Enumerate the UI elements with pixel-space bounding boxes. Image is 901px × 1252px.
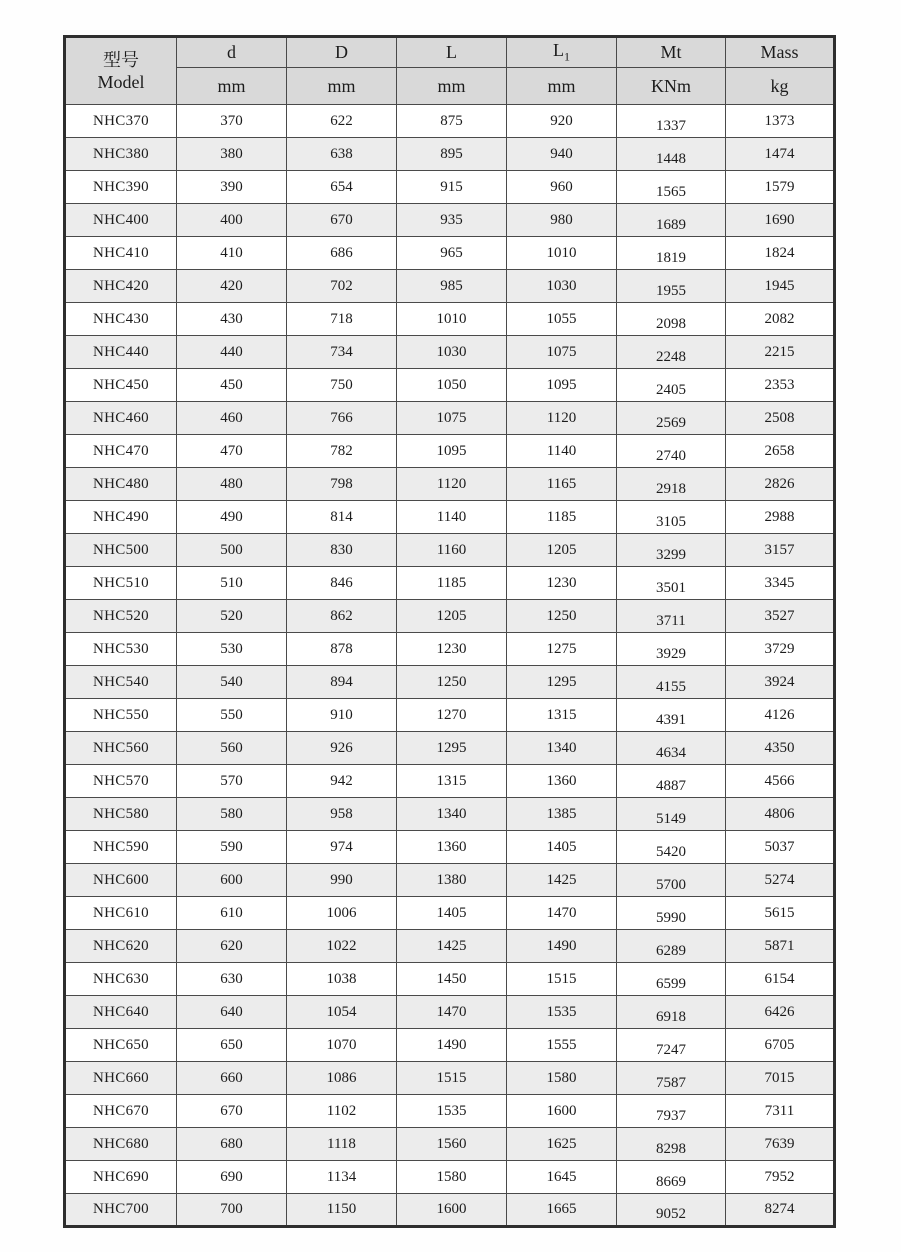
model-cell: NHC590 — [65, 831, 177, 864]
value-cell: 1120 — [397, 468, 507, 501]
value-cell: 3157 — [726, 534, 835, 567]
col-header-L1: $L_1$ — [507, 37, 617, 68]
model-cell: NHC640 — [65, 996, 177, 1029]
value-cell: 862 — [287, 600, 397, 633]
value-cell: 370 — [177, 105, 287, 138]
value-cell: 1075 — [397, 402, 507, 435]
table-row — [65, 897, 835, 930]
value-cell: 1373 — [726, 105, 835, 138]
nhc-spec-table — [63, 35, 836, 1228]
model-cell: NHC700 — [65, 1194, 177, 1227]
value-cell: 1022 — [287, 930, 397, 963]
value-cell: 990 — [287, 864, 397, 897]
model-cell: NHC580 — [65, 798, 177, 831]
value-cell: 1600 — [507, 1095, 617, 1128]
value-cell: 490 — [177, 501, 287, 534]
col-unit-d: mm — [177, 68, 287, 105]
value-cell: 1380 — [397, 864, 507, 897]
value-cell: 6289 — [617, 930, 726, 963]
value-cell: 5420 — [617, 831, 726, 864]
value-cell: 686 — [287, 237, 397, 270]
table-row — [65, 171, 835, 204]
value-cell: 1205 — [397, 600, 507, 633]
value-cell: 915 — [397, 171, 507, 204]
value-cell: 1405 — [397, 897, 507, 930]
value-cell: 550 — [177, 699, 287, 732]
table-row — [65, 1194, 835, 1227]
value-cell: 1118 — [287, 1128, 397, 1161]
value-cell: 1579 — [726, 171, 835, 204]
value-cell: 2353 — [726, 369, 835, 402]
value-cell: 798 — [287, 468, 397, 501]
value-cell: 3924 — [726, 666, 835, 699]
value-cell: 5990 — [617, 897, 726, 930]
value-cell: 7311 — [726, 1095, 835, 1128]
value-cell: 1275 — [507, 633, 617, 666]
value-cell: 1425 — [507, 864, 617, 897]
value-cell: 670 — [287, 204, 397, 237]
value-cell: 718 — [287, 303, 397, 336]
value-cell: 1205 — [507, 534, 617, 567]
value-cell: 700 — [177, 1194, 287, 1227]
table-row — [65, 831, 835, 864]
value-cell: 480 — [177, 468, 287, 501]
value-cell: 3105 — [617, 501, 726, 534]
value-cell: 640 — [177, 996, 287, 1029]
value-cell: 1515 — [507, 963, 617, 996]
model-cell: NHC680 — [65, 1128, 177, 1161]
value-cell: 1337 — [617, 105, 726, 138]
value-cell: 1535 — [397, 1095, 507, 1128]
value-cell: 1230 — [507, 567, 617, 600]
value-cell: 1095 — [397, 435, 507, 468]
col-header-L: L — [397, 37, 507, 68]
value-cell: 1690 — [726, 204, 835, 237]
value-cell: 1819 — [617, 237, 726, 270]
model-cell: NHC440 — [65, 336, 177, 369]
value-cell: 846 — [287, 567, 397, 600]
model-cell: NHC390 — [65, 171, 177, 204]
value-cell: 430 — [177, 303, 287, 336]
value-cell: 1075 — [507, 336, 617, 369]
value-cell: 660 — [177, 1062, 287, 1095]
model-cell: NHC570 — [65, 765, 177, 798]
value-cell: 6705 — [726, 1029, 835, 1062]
value-cell: 380 — [177, 138, 287, 171]
value-cell: 1955 — [617, 270, 726, 303]
value-cell: 1945 — [726, 270, 835, 303]
model-cell: NHC660 — [65, 1062, 177, 1095]
value-cell: 1490 — [397, 1029, 507, 1062]
value-cell: 610 — [177, 897, 287, 930]
value-cell: 2918 — [617, 468, 726, 501]
value-cell: 2405 — [617, 369, 726, 402]
table-body — [65, 105, 835, 1227]
value-cell: 1160 — [397, 534, 507, 567]
value-cell: 4634 — [617, 732, 726, 765]
value-cell: 1120 — [507, 402, 617, 435]
value-cell: 1185 — [507, 501, 617, 534]
value-cell: 2508 — [726, 402, 835, 435]
value-cell: 470 — [177, 435, 287, 468]
model-cell: NHC510 — [65, 567, 177, 600]
value-cell: 1515 — [397, 1062, 507, 1095]
value-cell: 1150 — [287, 1194, 397, 1227]
table-row — [65, 798, 835, 831]
value-cell: 7937 — [617, 1095, 726, 1128]
value-cell: 1070 — [287, 1029, 397, 1062]
table-row — [65, 270, 835, 303]
value-cell: 1565 — [617, 171, 726, 204]
value-cell: 6599 — [617, 963, 726, 996]
value-cell: 926 — [287, 732, 397, 765]
value-cell: 1625 — [507, 1128, 617, 1161]
value-cell: 2215 — [726, 336, 835, 369]
value-cell: 420 — [177, 270, 287, 303]
model-cell: NHC370 — [65, 105, 177, 138]
value-cell: 2988 — [726, 501, 835, 534]
value-cell: 4391 — [617, 699, 726, 732]
value-cell: 1030 — [397, 336, 507, 369]
model-cell: NHC540 — [65, 666, 177, 699]
value-cell: 935 — [397, 204, 507, 237]
col-unit-L1: mm — [507, 68, 617, 105]
value-cell: 1054 — [287, 996, 397, 1029]
value-cell: 5700 — [617, 864, 726, 897]
value-cell: 974 — [287, 831, 397, 864]
value-cell: 520 — [177, 600, 287, 633]
value-cell: 3929 — [617, 633, 726, 666]
value-cell: 750 — [287, 369, 397, 402]
value-cell: 3501 — [617, 567, 726, 600]
value-cell: 1385 — [507, 798, 617, 831]
value-cell: 980 — [507, 204, 617, 237]
value-cell: 1470 — [397, 996, 507, 1029]
value-cell: 3527 — [726, 600, 835, 633]
value-cell: 1270 — [397, 699, 507, 732]
model-cell: NHC560 — [65, 732, 177, 765]
value-cell: 1086 — [287, 1062, 397, 1095]
table-row — [65, 336, 835, 369]
table-row — [65, 1029, 835, 1062]
table-row — [65, 468, 835, 501]
value-cell: 1010 — [507, 237, 617, 270]
table-row — [65, 732, 835, 765]
value-cell: 2098 — [617, 303, 726, 336]
col-header-Mass: Mass — [726, 37, 835, 68]
table-row — [65, 699, 835, 732]
model-cell: NHC450 — [65, 369, 177, 402]
value-cell: 1360 — [507, 765, 617, 798]
value-cell: 5615 — [726, 897, 835, 930]
header-row-names — [65, 37, 835, 68]
value-cell: 940 — [507, 138, 617, 171]
value-cell: 942 — [287, 765, 397, 798]
model-cell: NHC490 — [65, 501, 177, 534]
value-cell: 4566 — [726, 765, 835, 798]
value-cell: 1490 — [507, 930, 617, 963]
model-cell: NHC650 — [65, 1029, 177, 1062]
value-cell: 2658 — [726, 435, 835, 468]
model-header-cn: 型号 — [103, 49, 139, 70]
value-cell: 4806 — [726, 798, 835, 831]
value-cell: 1250 — [397, 666, 507, 699]
value-cell: 1689 — [617, 204, 726, 237]
value-cell: 440 — [177, 336, 287, 369]
table-row — [65, 237, 835, 270]
model-cell: NHC520 — [65, 600, 177, 633]
value-cell: 910 — [287, 699, 397, 732]
model-cell: NHC410 — [65, 237, 177, 270]
table-row — [65, 435, 835, 468]
value-cell: 1315 — [397, 765, 507, 798]
value-cell: 590 — [177, 831, 287, 864]
table-row — [65, 1128, 835, 1161]
value-cell: 1470 — [507, 897, 617, 930]
value-cell: 1230 — [397, 633, 507, 666]
value-cell: 390 — [177, 171, 287, 204]
value-cell: 600 — [177, 864, 287, 897]
table-row — [65, 963, 835, 996]
table-row — [65, 633, 835, 666]
value-cell: 1580 — [397, 1161, 507, 1194]
value-cell: 4350 — [726, 732, 835, 765]
table-row — [65, 303, 835, 336]
table-row — [65, 402, 835, 435]
value-cell: 2082 — [726, 303, 835, 336]
value-cell: 650 — [177, 1029, 287, 1062]
value-cell: 960 — [507, 171, 617, 204]
col-unit-D: mm — [287, 68, 397, 105]
value-cell: 460 — [177, 402, 287, 435]
value-cell: 1448 — [617, 138, 726, 171]
value-cell: 875 — [397, 105, 507, 138]
value-cell: 958 — [287, 798, 397, 831]
value-cell: 9052 — [617, 1194, 726, 1227]
value-cell: 5037 — [726, 831, 835, 864]
value-cell: 6918 — [617, 996, 726, 1029]
value-cell: 1824 — [726, 237, 835, 270]
value-cell: 400 — [177, 204, 287, 237]
value-cell: 1134 — [287, 1161, 397, 1194]
value-cell: 680 — [177, 1128, 287, 1161]
value-cell: 878 — [287, 633, 397, 666]
value-cell: 1555 — [507, 1029, 617, 1062]
value-cell: 734 — [287, 336, 397, 369]
table-row — [65, 1161, 835, 1194]
value-cell: 7952 — [726, 1161, 835, 1194]
value-cell: 560 — [177, 732, 287, 765]
value-cell: 540 — [177, 666, 287, 699]
value-cell: 570 — [177, 765, 287, 798]
col-unit-L: mm — [397, 68, 507, 105]
col-header-D: D — [287, 37, 397, 68]
value-cell: 766 — [287, 402, 397, 435]
model-cell: NHC670 — [65, 1095, 177, 1128]
col-unit-Mt: KNm — [617, 68, 726, 105]
model-cell: NHC400 — [65, 204, 177, 237]
table-row — [65, 1095, 835, 1128]
value-cell: 500 — [177, 534, 287, 567]
value-cell: 510 — [177, 567, 287, 600]
header-row-units — [65, 68, 835, 105]
value-cell: 1295 — [397, 732, 507, 765]
value-cell: 530 — [177, 633, 287, 666]
value-cell: 8669 — [617, 1161, 726, 1194]
value-cell: 1340 — [397, 798, 507, 831]
model-header-cell — [65, 37, 177, 105]
table-row — [65, 666, 835, 699]
value-cell: 7247 — [617, 1029, 726, 1062]
model-cell: NHC600 — [65, 864, 177, 897]
value-cell: 1030 — [507, 270, 617, 303]
col-unit-Mass: kg — [726, 68, 835, 105]
value-cell: 2569 — [617, 402, 726, 435]
value-cell: 1055 — [507, 303, 617, 336]
value-cell: 2248 — [617, 336, 726, 369]
value-cell: 670 — [177, 1095, 287, 1128]
value-cell: 3299 — [617, 534, 726, 567]
value-cell: 1425 — [397, 930, 507, 963]
table-row — [65, 204, 835, 237]
table-row — [65, 1062, 835, 1095]
table-row — [65, 369, 835, 402]
value-cell: 5149 — [617, 798, 726, 831]
value-cell: 4126 — [726, 699, 835, 732]
value-cell: 2826 — [726, 468, 835, 501]
value-cell: 814 — [287, 501, 397, 534]
value-cell: 620 — [177, 930, 287, 963]
value-cell: 690 — [177, 1161, 287, 1194]
model-cell: NHC470 — [65, 435, 177, 468]
value-cell: 5871 — [726, 930, 835, 963]
table-row — [65, 501, 835, 534]
table-row — [65, 138, 835, 171]
table-row — [65, 105, 835, 138]
value-cell: 1405 — [507, 831, 617, 864]
value-cell: 920 — [507, 105, 617, 138]
model-cell: NHC690 — [65, 1161, 177, 1194]
value-cell: 410 — [177, 237, 287, 270]
value-cell: 782 — [287, 435, 397, 468]
model-cell: NHC610 — [65, 897, 177, 930]
value-cell: 1050 — [397, 369, 507, 402]
value-cell: 1340 — [507, 732, 617, 765]
value-cell: 702 — [287, 270, 397, 303]
model-cell: NHC380 — [65, 138, 177, 171]
value-cell: 1295 — [507, 666, 617, 699]
value-cell: 1535 — [507, 996, 617, 1029]
value-cell: 1250 — [507, 600, 617, 633]
model-cell: NHC620 — [65, 930, 177, 963]
value-cell: 1600 — [397, 1194, 507, 1227]
model-header-en: Model — [97, 72, 145, 92]
value-cell: 6426 — [726, 996, 835, 1029]
value-cell: 1450 — [397, 963, 507, 996]
table-header — [65, 37, 835, 105]
value-cell: 4155 — [617, 666, 726, 699]
value-cell: 7015 — [726, 1062, 835, 1095]
value-cell: 1140 — [507, 435, 617, 468]
value-cell: 1185 — [397, 567, 507, 600]
model-cell: NHC430 — [65, 303, 177, 336]
value-cell: 1095 — [507, 369, 617, 402]
model-cell: NHC460 — [65, 402, 177, 435]
value-cell: 1140 — [397, 501, 507, 534]
value-cell: 895 — [397, 138, 507, 171]
model-cell: NHC630 — [65, 963, 177, 996]
model-cell: NHC530 — [65, 633, 177, 666]
value-cell: 894 — [287, 666, 397, 699]
value-cell: 3729 — [726, 633, 835, 666]
value-cell: 1102 — [287, 1095, 397, 1128]
value-cell: 1006 — [287, 897, 397, 930]
table-row — [65, 930, 835, 963]
model-cell: NHC500 — [65, 534, 177, 567]
model-cell: NHC480 — [65, 468, 177, 501]
model-cell: NHC420 — [65, 270, 177, 303]
value-cell: 8298 — [617, 1128, 726, 1161]
value-cell: 1010 — [397, 303, 507, 336]
table-row — [65, 864, 835, 897]
value-cell: 8274 — [726, 1194, 835, 1227]
value-cell: 4887 — [617, 765, 726, 798]
value-cell: 2740 — [617, 435, 726, 468]
col-header-d: d — [177, 37, 287, 68]
col-header-Mt: Mt — [617, 37, 726, 68]
value-cell: 580 — [177, 798, 287, 831]
value-cell: 1165 — [507, 468, 617, 501]
value-cell: 1315 — [507, 699, 617, 732]
value-cell: 830 — [287, 534, 397, 567]
value-cell: 985 — [397, 270, 507, 303]
table-row — [65, 534, 835, 567]
model-cell: NHC550 — [65, 699, 177, 732]
value-cell: 7639 — [726, 1128, 835, 1161]
value-cell: 450 — [177, 369, 287, 402]
value-cell: 1474 — [726, 138, 835, 171]
value-cell: 1560 — [397, 1128, 507, 1161]
value-cell: 1580 — [507, 1062, 617, 1095]
value-cell: 3345 — [726, 567, 835, 600]
value-cell: 7587 — [617, 1062, 726, 1095]
table-row — [65, 765, 835, 798]
value-cell: 638 — [287, 138, 397, 171]
value-cell: 1038 — [287, 963, 397, 996]
value-cell: 1665 — [507, 1194, 617, 1227]
table-row — [65, 567, 835, 600]
value-cell: 3711 — [617, 600, 726, 633]
value-cell: 5274 — [726, 864, 835, 897]
table-row — [65, 600, 835, 633]
value-cell: 965 — [397, 237, 507, 270]
table-row — [65, 996, 835, 1029]
value-cell: 630 — [177, 963, 287, 996]
value-cell: 6154 — [726, 963, 835, 996]
value-cell: 1645 — [507, 1161, 617, 1194]
value-cell: 622 — [287, 105, 397, 138]
value-cell: 654 — [287, 171, 397, 204]
value-cell: 1360 — [397, 831, 507, 864]
